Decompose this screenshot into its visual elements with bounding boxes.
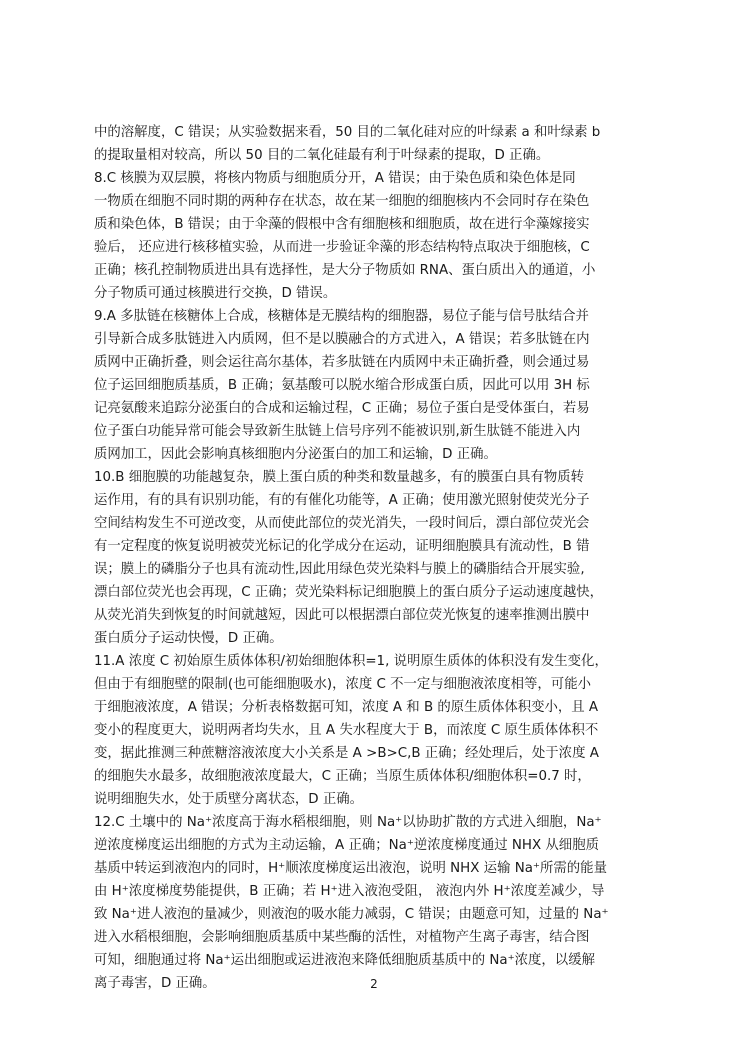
text-line: 的提取量相对较高，所以 50 目的二氧化硅最有利于叶绿素的提取，D 正确。 (94, 148, 550, 163)
page-number: 2 (370, 977, 378, 991)
text-line: 8.C 核膜为双层膜，将核内物质与细胞质分开，A 错误；由于染色质和染色体是同 (94, 171, 576, 186)
text-line: 分子物质可通过核膜进行交换，D 错误。 (94, 286, 337, 301)
text-line: 进入水稻根细胞，会影响细胞质基质中某些酶的活性，对植物产生离子毒害，结合图 (94, 930, 590, 945)
text-line: 质网加工，因此会影响真核细胞内分泌蛋白的加工和运输，D 正确。 (94, 447, 497, 462)
text-line: 误；膜上的磷脂分子也具有流动性,因此用绿色荧光染料与膜上的磷脂结合开展实验, (94, 562, 585, 577)
text-line: 位子蛋白功能异常可能会导致新生肽链上信号序列不能被识别,新生肽链不能进入内 (94, 424, 581, 439)
text-line: 11.A 浓度 C 初始原生质体体积/初始细胞体积=1, 说明原生质体的体积没有发生变化， (94, 654, 608, 669)
text-line: 验后， 还应进行核移植实验，从而进一步验证伞藻的形态结构特点取决于细胞核，C (94, 240, 590, 255)
text-line: 中的溶解度，C 错误；从实验数据来看，50 目的二氧化硅对应的叶绿素 a 和叶绿素 b (94, 125, 601, 140)
text-line: 致 Na⁺进人液泡的量减少，则液泡的吸水能力减弱，C 错误；由题意可知，过量的 Na⁺ (94, 907, 609, 922)
text-line: 变小的程度更大，说明两者均失水，且 A 失水程度大于 B，而浓度 C 原生质体体积不 (94, 723, 599, 738)
text-line: 说明细胞失水，处于质壁分离状态，D 正确。 (94, 792, 363, 807)
answer-text-body (94, 121, 666, 995)
text-line: 9.A 多肽链在核糖体上合成，核糖体是无膜结构的细胞器，易位子能与信号肽结合并 (94, 309, 589, 324)
text-line: 可知，细胞通过将 Na⁺运出细胞或运进液泡来降低细胞质基质中的 Na⁺浓度，以缓解 (94, 953, 595, 968)
text-line: 引导新合成多肽链进入内质网，但不是以膜融合的方式进入，A 错误；若多肽链在内 (94, 332, 590, 347)
text-line: 10.B 细胞膜的功能越复杂，膜上蛋白质的种类和数量越多，有的膜蛋白具有物质转 (94, 470, 585, 485)
text-line: 于细胞液浓度，A 错误；分析表格数据可知，浓度 A 和 B 的原生质体体积变小，且 A (94, 700, 599, 715)
text-line: 质和染色体，B 错误；由于伞藻的假根中含有细胞核和细胞质，故在进行伞藻嫁接实 (94, 217, 590, 232)
text-line: 变，据此推测三种蔗糖溶液浓度大小关系是 A >B>C,B 正确；经处理后，处于浓度 A (94, 746, 599, 761)
text-line: 12.C 土壤中的 Na⁺浓度高于海水稻根细胞，则 Na⁺以协助扩散的方式进入细胞，Na⁺ (94, 815, 602, 830)
text-line: 运作用，有的具有识别功能，有的有催化功能等，A 正确；使用激光照射使荧光分子 (94, 493, 590, 508)
text-line: 位子运回细胞质基质，B 正确；氨基酸可以脱水缩合形成蛋白质，因此可以用 3H 标 (94, 378, 590, 393)
text-line: 一物质在细胞不同时期的两种存在状态，故在某一细胞的细胞核内不会同时存在染色 (94, 194, 590, 209)
text-line: 逆浓度梯度运出细胞的方式为主动运输，A 正确；Na⁺逆浓度梯度通过 NHX 从细胞质 (94, 838, 599, 853)
text-line: 正确；核孔控制物质进出具有选择性，是大分子物质如 RNA、蛋白质出入的通道，小 (94, 263, 596, 278)
text-line: 离子毒害，D 正确。 (94, 976, 216, 991)
text-line: 记亮氨酸来追踪分泌蛋白的合成和运输过程，C 正确；易位子蛋白是受体蛋白，若易 (94, 401, 590, 416)
text-line: 有一定程度的恢复说明被荧光标记的化学成分在运动，证明细胞膜具有流动性，B 错 (94, 539, 590, 554)
text-line: 漂白部位荧光也会再现，C 正确；荧光染料标记细胞膜上的蛋白质分子运动速度越快， (94, 585, 604, 600)
text-line: 质网中正确折叠，则会运往高尔基体，若多肽链在内质网中未正确折叠，则会通过易 (94, 355, 590, 370)
text-line: 基质中转运到液泡内的同时，H⁺顺浓度梯度运出液泡，说明 NHX 运输 Na⁺所需的能量 (94, 861, 607, 876)
text-line: 的细胞失水最多，故细胞液浓度最大，C 正确；当原生质体体积/细胞体积=0.7 时， (94, 769, 591, 784)
text-line: 蛋白质分子运动快慢，D 正确。 (94, 631, 283, 646)
text-line: 由 H⁺浓度梯度势能提供，B 正确；若 H⁺进入液泡受阻， 液泡内外 H⁺浓度差减少，导 (94, 884, 605, 899)
text-line: 从荧光消失到恢复的时间就越短，因此可以根据漂白部位荧光恢复的速率推测出膜中 (94, 608, 590, 623)
text-line: 但由于有细胞壁的限制(也可能细胞吸水)，浓度 C 不一定与细胞液浓度相等，可能小 (94, 677, 591, 692)
text-line: 空间结构发生不可逆改变，从而使此部位的荧光消失，一段时间后，漂白部位荧光会 (94, 516, 590, 531)
